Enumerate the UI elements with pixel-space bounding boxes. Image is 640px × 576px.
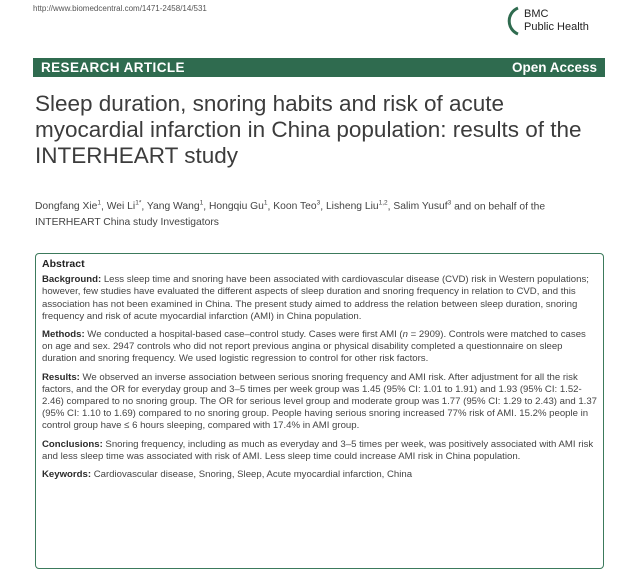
author[interactable]: Yang Wang$^1$ [146, 200, 204, 213]
author[interactable]: Hongqiu Gu$^1$ [208, 200, 268, 213]
authors-tail: and on behalf of the INTERHEART China study Investigators [35, 201, 546, 229]
journal-name [524, 8, 589, 34]
author[interactable]: Koon Teo$^3$ [273, 200, 321, 213]
abstract-background: Background: Less sleep time and snoring have been associated with cardiovascular disease (CVD) risk in Western populations; however, few studies have evaluated the different aspects of sleep duration and snoring frequency in relation to CVD, and this association has not been examined in China. The present study aimed to address the relation between sleep duration, snoring frequency and risk of acute myocardial infarction (AMI) in China population. [42, 274, 589, 322]
article-type-label: RESEARCH ARTICLE [41, 60, 185, 75]
journal-line-2: Public Health [524, 21, 589, 33]
results-label: Results: [42, 371, 80, 383]
conclusions-label: Conclusions: [42, 438, 103, 450]
open-access-label: Open Access [511, 60, 597, 75]
journal-line-1: BMC [524, 8, 549, 20]
abstract-methods: Methods: We conducted a hospital-based case–control study. Cases were first AMI (n = 2909). Controls were matched to cases on age and sex. 2947 controls who did not report previous angina or physical disability completed a questionnaire on sleep duration and snoring frequency. We used logistic regression to control for other risk factors. [42, 329, 586, 365]
abstract-results: Results: We observed an inverse association between serious snoring frequency and AMI risk. After adjustment for all the risk factors, and the OR for everyday group and 3–5 times per week group was 1.45 (95% CI: 1.01 to 1.91) and 1.93 (95% CI: 1.52-2.46) compared to no snoring group. The OR for serious level group and moderate group was 1.77 (95% CI: 1.29 to 2.43) and 1.37 (95% CI: 1.10 to 1.69) compared to no snoring group. People having serious snoring increased 77% risk of AMI. 15.2% people in control group have ≤ 6 hours sleeping, compared with 17.4% in AMI group. [42, 371, 597, 432]
methods-label: Methods: [42, 329, 85, 341]
abstract-conclusions: Conclusions: Snoring frequency, including as much as everyday and 3–5 times per week, was positively associated with AMI risk and less sleep time was associated with risk of AMI. Less sleep time could increase AMI risk in China population. [42, 438, 594, 462]
author[interactable]: Lisheng Liu$^{1,2}$ [325, 200, 388, 213]
article-url[interactable]: http://www.biomedcentral.com/1471-2458/14/531 [33, 4, 207, 13]
author[interactable]: Wei $Li^{1*}$ [106, 200, 142, 213]
abstract-keywords: Keywords: Cardiovascular disease, Snoring, Sleep, Acute myocardial infarction, China [42, 469, 413, 481]
article-title: Sleep duration, snoring habits and risk of acute myocardial infarction in China population: results of the INTERHEART study [35, 91, 582, 168]
background-label: Background: [42, 274, 102, 286]
abstract-heading: Abstract [42, 258, 85, 270]
keywords-label: Keywords: [42, 469, 92, 481]
author-list: Dongfang Xie$^1$, Wei $Li^{1*}$, Yang Wang$^1$, Hongqiu Gu$^1$, Koon Teo$^3$, Lisheng Liu$^{1,2}$, Salim Yusuf$^3$ and on behalf of the INTERHEART China study Investigators [35, 200, 546, 229]
author[interactable]: Salim Yusuf$^3$ [393, 200, 452, 213]
abstract-box [35, 253, 604, 569]
bmc-arc-icon [503, 6, 521, 36]
author[interactable]: Dongfang Xie$^1$ [35, 200, 102, 213]
article-type-banner [33, 58, 605, 77]
journal-logo [500, 2, 630, 42]
